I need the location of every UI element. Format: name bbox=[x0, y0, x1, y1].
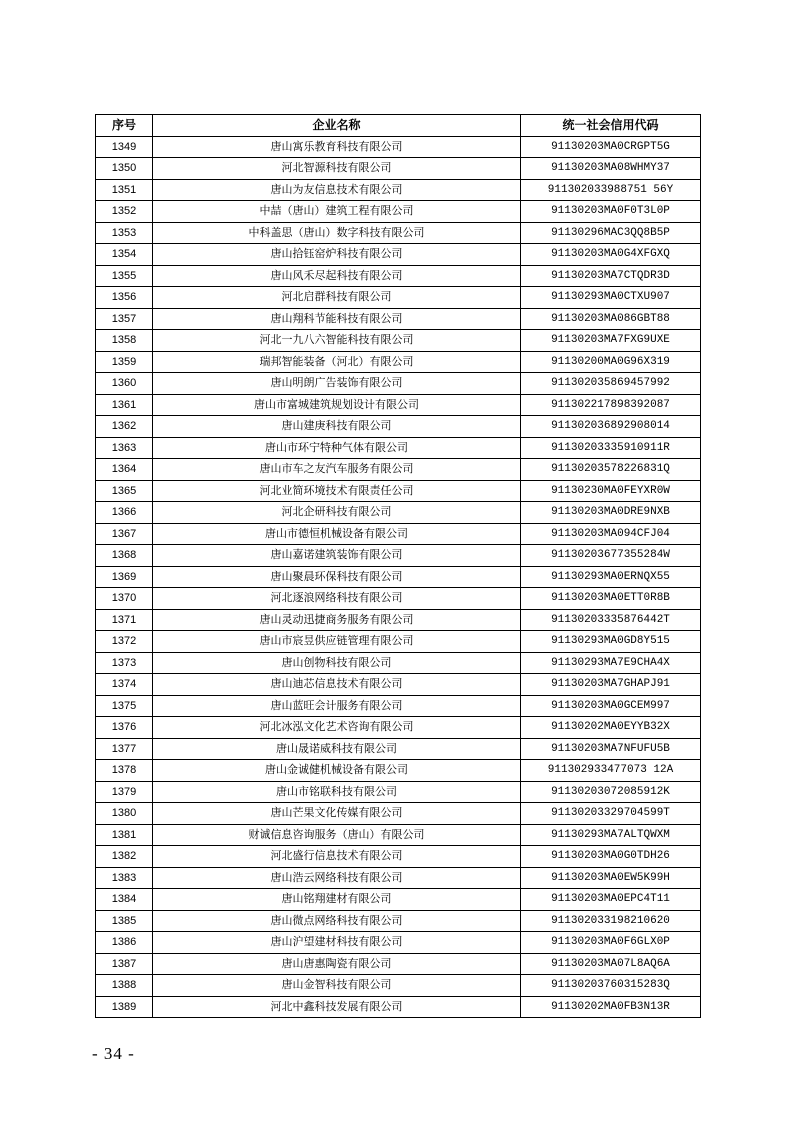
table-row bbox=[96, 674, 701, 696]
table-row bbox=[96, 308, 701, 330]
row-company-name: 河北智源科技有限公司 bbox=[153, 158, 521, 180]
row-credit-code: 91130203MA0EPC4T11 bbox=[521, 889, 701, 911]
row-company-name: 唐山嘉诺建筑装饰有限公司 bbox=[153, 545, 521, 567]
row-company-name: 唐山市铭联科技有限公司 bbox=[153, 781, 521, 803]
row-seq: 1369 bbox=[96, 566, 153, 588]
row-seq: 1353 bbox=[96, 222, 153, 244]
table-row bbox=[96, 394, 701, 416]
table-row bbox=[96, 889, 701, 911]
row-seq: 1371 bbox=[96, 609, 153, 631]
row-company-name: 唐山铭翔建材有限公司 bbox=[153, 889, 521, 911]
row-company-name: 唐山风禾尽起科技有限公司 bbox=[153, 265, 521, 287]
row-seq: 1389 bbox=[96, 996, 153, 1018]
row-seq: 1381 bbox=[96, 824, 153, 846]
row-company-name: 河北业简环境技术有限责任公司 bbox=[153, 480, 521, 502]
row-seq: 1356 bbox=[96, 287, 153, 309]
table-row bbox=[96, 566, 701, 588]
row-credit-code: 91130203MA0F6GLX0P bbox=[521, 932, 701, 954]
enterprise-table bbox=[95, 114, 701, 1018]
row-seq: 1364 bbox=[96, 459, 153, 481]
row-credit-code: 91130203MA7FXG9UXE bbox=[521, 330, 701, 352]
row-credit-code: 911302933477073 12A bbox=[521, 760, 701, 782]
row-credit-code: 91130203MA0G0TDH26 bbox=[521, 846, 701, 868]
row-company-name: 唐山唐惠陶瓷有限公司 bbox=[153, 953, 521, 975]
table-row bbox=[96, 201, 701, 223]
table-row bbox=[96, 222, 701, 244]
table-row bbox=[96, 437, 701, 459]
row-company-name: 河北冰泓文化艺术咨询有限公司 bbox=[153, 717, 521, 739]
row-company-name: 唐山拾钰窑炉科技有限公司 bbox=[153, 244, 521, 266]
row-seq: 1387 bbox=[96, 953, 153, 975]
table-row bbox=[96, 867, 701, 889]
row-company-name: 唐山创物科技有限公司 bbox=[153, 652, 521, 674]
row-credit-code: 91130203MA7GHAPJ91 bbox=[521, 674, 701, 696]
row-company-name: 唐山蓝旺会计服务有限公司 bbox=[153, 695, 521, 717]
row-company-name: 唐山浩云网络科技有限公司 bbox=[153, 867, 521, 889]
row-seq: 1376 bbox=[96, 717, 153, 739]
row-company-name: 唐山市富城建筑规划设计有限公司 bbox=[153, 394, 521, 416]
row-seq: 1360 bbox=[96, 373, 153, 395]
row-company-name: 唐山金智科技有限公司 bbox=[153, 975, 521, 997]
table-row bbox=[96, 244, 701, 266]
table-row bbox=[96, 910, 701, 932]
table-row bbox=[96, 502, 701, 524]
row-credit-code: 91130293MA0GD8Y515 bbox=[521, 631, 701, 653]
table-row bbox=[96, 459, 701, 481]
row-seq: 1357 bbox=[96, 308, 153, 330]
table-row bbox=[96, 136, 701, 158]
row-seq: 1373 bbox=[96, 652, 153, 674]
row-company-name: 唐山寓乐教育科技有限公司 bbox=[153, 136, 521, 158]
table-row bbox=[96, 631, 701, 653]
row-credit-code: 91130203MA7NFUFU5B bbox=[521, 738, 701, 760]
row-credit-code: 91130203MA08WHMY37 bbox=[521, 158, 701, 180]
table-row bbox=[96, 373, 701, 395]
table-row bbox=[96, 996, 701, 1018]
row-seq: 1382 bbox=[96, 846, 153, 868]
table-row bbox=[96, 351, 701, 373]
table-row bbox=[96, 179, 701, 201]
row-company-name: 河北中鑫科技发展有限公司 bbox=[153, 996, 521, 1018]
row-company-name: 唐山建庚科技有限公司 bbox=[153, 416, 521, 438]
row-seq: 1354 bbox=[96, 244, 153, 266]
row-seq: 1386 bbox=[96, 932, 153, 954]
row-company-name: 唐山市车之友汽车服务有限公司 bbox=[153, 459, 521, 481]
table-row bbox=[96, 824, 701, 846]
row-company-name: 河北一九八六智能科技有限公司 bbox=[153, 330, 521, 352]
row-company-name: 唐山沪望建材科技有限公司 bbox=[153, 932, 521, 954]
row-credit-code: 911302033198210620 bbox=[521, 910, 701, 932]
row-credit-code: 91130202MA0EYYB32X bbox=[521, 717, 701, 739]
row-credit-code: 91130293MA7E9CHA4X bbox=[521, 652, 701, 674]
row-company-name: 唐山聚晨环保科技有限公司 bbox=[153, 566, 521, 588]
table-row bbox=[96, 846, 701, 868]
row-seq: 1374 bbox=[96, 674, 153, 696]
table-row bbox=[96, 781, 701, 803]
row-credit-code: 91130203335910911R bbox=[521, 437, 701, 459]
row-credit-code: 91130203677355284W bbox=[521, 545, 701, 567]
row-seq: 1368 bbox=[96, 545, 153, 567]
row-seq: 1388 bbox=[96, 975, 153, 997]
row-company-name: 唐山市德恒机械设备有限公司 bbox=[153, 523, 521, 545]
row-company-name: 中科盖思（唐山）数字科技有限公司 bbox=[153, 222, 521, 244]
table-row bbox=[96, 652, 701, 674]
row-credit-code: 91130203MA0EW5K99H bbox=[521, 867, 701, 889]
table-row bbox=[96, 760, 701, 782]
row-company-name: 河北企研科技有限公司 bbox=[153, 502, 521, 524]
table-row bbox=[96, 588, 701, 610]
table-row bbox=[96, 545, 701, 567]
row-company-name: 唐山金诚健机械设备有限公司 bbox=[153, 760, 521, 782]
row-credit-code: 91130293MA7ALTQWXM bbox=[521, 824, 701, 846]
row-credit-code: 91130203329704599T bbox=[521, 803, 701, 825]
row-credit-code: 91130203578226831Q bbox=[521, 459, 701, 481]
row-company-name: 唐山晟诺威科技有限公司 bbox=[153, 738, 521, 760]
table-row bbox=[96, 330, 701, 352]
row-seq: 1366 bbox=[96, 502, 153, 524]
row-company-name: 唐山灵动迅捷商务服务有限公司 bbox=[153, 609, 521, 631]
row-credit-code: 911302035869457992 bbox=[521, 373, 701, 395]
row-credit-code: 911302036892908014 bbox=[521, 416, 701, 438]
table-body bbox=[96, 136, 701, 1018]
row-company-name: 唐山翔科节能科技有限公司 bbox=[153, 308, 521, 330]
row-company-name: 唐山迪芯信息技术有限公司 bbox=[153, 674, 521, 696]
row-credit-code: 911302033988751 56Y bbox=[521, 179, 701, 201]
row-credit-code: 91130203MA0G4XFGXQ bbox=[521, 244, 701, 266]
row-credit-code: 91130203072085912K bbox=[521, 781, 701, 803]
row-seq: 1351 bbox=[96, 179, 153, 201]
row-seq: 1349 bbox=[96, 136, 153, 158]
table-row bbox=[96, 738, 701, 760]
row-credit-code: 91130203MA0GCEM997 bbox=[521, 695, 701, 717]
table-row bbox=[96, 609, 701, 631]
table-row bbox=[96, 803, 701, 825]
row-company-name: 瑞邦智能装备（河北）有限公司 bbox=[153, 351, 521, 373]
row-credit-code: 91130230MA0FEYXR0W bbox=[521, 480, 701, 502]
row-seq: 1358 bbox=[96, 330, 153, 352]
row-company-name: 河北启群科技有限公司 bbox=[153, 287, 521, 309]
table-row bbox=[96, 287, 701, 309]
row-credit-code: 91130293MA0ERNQX55 bbox=[521, 566, 701, 588]
table-row bbox=[96, 695, 701, 717]
row-credit-code: 91130203MA086GBT88 bbox=[521, 308, 701, 330]
row-seq: 1370 bbox=[96, 588, 153, 610]
row-seq: 1383 bbox=[96, 867, 153, 889]
row-company-name: 唐山市宸昱供应链管理有限公司 bbox=[153, 631, 521, 653]
row-credit-code: 91130202MA0FB3N13R bbox=[521, 996, 701, 1018]
row-credit-code: 91130203MA0CRGPT5G bbox=[521, 136, 701, 158]
row-seq: 1365 bbox=[96, 480, 153, 502]
row-credit-code: 91130203MA0ETT0R8B bbox=[521, 588, 701, 610]
row-credit-code: 91130203MA0DRE9NXB bbox=[521, 502, 701, 524]
table-row bbox=[96, 953, 701, 975]
page-number: - 34 - bbox=[92, 1044, 135, 1063]
row-credit-code: 91130203MA094CFJ04 bbox=[521, 523, 701, 545]
row-seq: 1363 bbox=[96, 437, 153, 459]
row-seq: 1361 bbox=[96, 394, 153, 416]
row-seq: 1380 bbox=[96, 803, 153, 825]
row-seq: 1352 bbox=[96, 201, 153, 223]
row-seq: 1372 bbox=[96, 631, 153, 653]
row-credit-code: 91130200MA0G96X319 bbox=[521, 351, 701, 373]
header-seq: 序号 bbox=[96, 115, 153, 137]
row-seq: 1379 bbox=[96, 781, 153, 803]
row-seq: 1377 bbox=[96, 738, 153, 760]
row-seq: 1384 bbox=[96, 889, 153, 911]
header-credit-code: 统一社会信用代码 bbox=[521, 115, 701, 137]
row-company-name: 唐山微点网络科技有限公司 bbox=[153, 910, 521, 932]
row-company-name: 唐山为友信息技术有限公司 bbox=[153, 179, 521, 201]
row-company-name: 中喆（唐山）建筑工程有限公司 bbox=[153, 201, 521, 223]
table-row bbox=[96, 480, 701, 502]
table-row bbox=[96, 932, 701, 954]
row-seq: 1362 bbox=[96, 416, 153, 438]
row-company-name: 财诚信息咨询服务（唐山）有限公司 bbox=[153, 824, 521, 846]
row-credit-code: 91130296MAC3QQ8B5P bbox=[521, 222, 701, 244]
row-credit-code: 91130203MA7CTQDR3D bbox=[521, 265, 701, 287]
table-row bbox=[96, 717, 701, 739]
row-credit-code: 911302217898392087 bbox=[521, 394, 701, 416]
header-company-name: 企业名称 bbox=[153, 115, 521, 137]
table-row bbox=[96, 416, 701, 438]
table-row bbox=[96, 265, 701, 287]
row-company-name: 河北盛行信息技术有限公司 bbox=[153, 846, 521, 868]
row-seq: 1378 bbox=[96, 760, 153, 782]
row-seq: 1375 bbox=[96, 695, 153, 717]
table-header-row bbox=[96, 115, 701, 137]
row-seq: 1350 bbox=[96, 158, 153, 180]
row-seq: 1385 bbox=[96, 910, 153, 932]
row-seq: 1367 bbox=[96, 523, 153, 545]
row-credit-code: 91130203MA0F0T3L0P bbox=[521, 201, 701, 223]
row-seq: 1359 bbox=[96, 351, 153, 373]
row-company-name: 唐山芒果文化传媒有限公司 bbox=[153, 803, 521, 825]
row-company-name: 唐山市环宁特种气体有限公司 bbox=[153, 437, 521, 459]
row-seq: 1355 bbox=[96, 265, 153, 287]
row-company-name: 河北逐浪网络科技有限公司 bbox=[153, 588, 521, 610]
table-row bbox=[96, 523, 701, 545]
table-row bbox=[96, 158, 701, 180]
row-credit-code: 91130203335876442T bbox=[521, 609, 701, 631]
table-row bbox=[96, 975, 701, 997]
row-credit-code: 91130203MA07L8AQ6A bbox=[521, 953, 701, 975]
row-credit-code: 91130293MA0CTXU907 bbox=[521, 287, 701, 309]
row-credit-code: 91130203760315283Q bbox=[521, 975, 701, 997]
row-company-name: 唐山明朗广告装饰有限公司 bbox=[153, 373, 521, 395]
